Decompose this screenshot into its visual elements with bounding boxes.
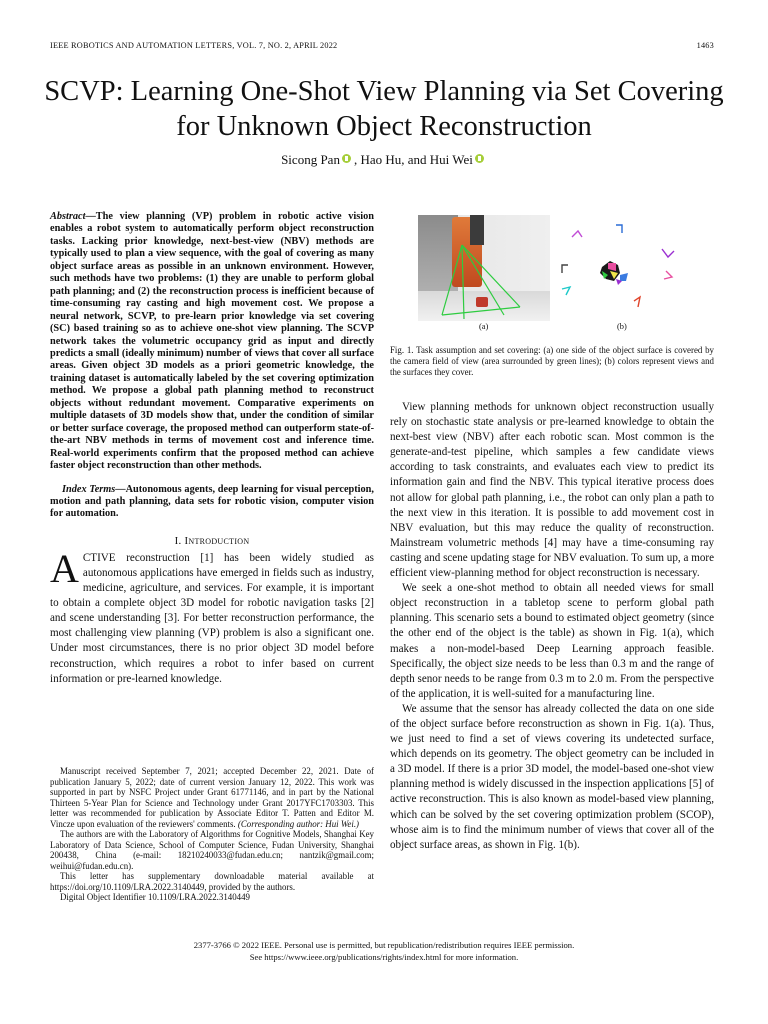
orcid-icon[interactable] (475, 154, 484, 163)
right-paragraph-3: We assume that the sensor has already collected the data on one side of the object surface before reconstruction as shown in Fig. 1(a). Thus, we just need to find a set of views covering its undetected surface, which depends on its geometry. The object geometry can be included in a 3D model. If there is a prior 3D model, the model-based one-shot view planning method is widely discussed in the inspection applications [5] of active reconstruction. This is also known as model-based view planning, which can be solved by the set covering optimization problem (SCOP), whose aim is to find the minimum number of views that cover all of the object surface areas, as shown in Fig. 1(b). (390, 702, 714, 851)
figure-1b-label: (b) (617, 322, 627, 331)
right-paragraph-2: We seek a one-shot method to obtain all needed views for small object reconstruction in a tabletop scene to perform global path planning. This scenario sets a bound to estimated object geometry (since the other end of the object is the table) as shown in Fig. 1(a), which makes a non-model-based Deep Learning approach feasible. Specifically, the object size needs to be less than 0.3 m and the range of depth senor needs to be range from 0.3 m to 2.0 m. From the perspective of the application, it is well-suited for a manufacturing line. (390, 582, 714, 700)
page-number: 1463 (696, 41, 714, 50)
section-title: Introduction (184, 534, 250, 547)
intro-text: CTIVE reconstruction [1] has been widely studied as autonomous applications have emerged in fields such as industry, medicine, agriculture, and services. For example, it is important to obtain a complete object 3D model for robotic navigation tasks [2] and scene understanding [3]. For better reconstruction performance, the most challenging view planning (VP) problem is also a significant one. Under most circumstances, there is no prior object 3D model before reconstruction, which requires a robot to infer based on current information or pre-learned knowledge. (50, 551, 374, 685)
copyright-line-1: 2377-3766 © 2022 IEEE. Personal use is permitted, but republication/redistribution requires IEEE permission. (193, 940, 575, 950)
footnote-manuscript-text: Manuscript received September 7, 2021; accepted December 22, 2021. Date of publication January 5, 2022; date of current version January 12, 2022. This work was supported in part by NSFC Project under Grant 61771146, and in part by the National Thirteen 5-Year Plan for Science and Technology under Grant 2017YFC1703303. This letter was recommended for publication by Associate Editor T. Patten and Editor M. Vincze upon evaluation of the reviewers' comments. (50, 766, 374, 829)
figure-1a-photo (418, 215, 550, 321)
index-terms (50, 484, 374, 521)
copyright-line-2: See https://www.ieee.org/publications/rights/index.html for more information. (249, 951, 519, 962)
intro-paragraph (50, 545, 374, 687)
footnote (50, 766, 374, 903)
paper-title: SCVP: Learning One-Shot View Planning via Set Covering for Unknown Object Reconstruction (44, 76, 724, 142)
right-paragraph-1: View planning methods for unknown object reconstruction usually rely on stochastic state analysis or pre-learned knowledge to obtain the next-best view (NBV) after each robotic scan. Most common is the generate-and-test pipeline, which samples a few candidate views according to task constraints, and evaluates each view to predict its information gain and find the NBV. This typical iterative process does not allow for global path planning, i.e., the robot can only plan a path to the next view in this iteration. It is possible to add movement cost in NBV evaluation, but this may reduce the quality of reconstruction. Mainstream volumetric methods [4] may have a time-consuming ray casting and scene updating stage for NBV evaluation. To sum up, a more efficient view-planning method for object reconstruction is necessary. (390, 401, 714, 580)
left-column (50, 211, 374, 687)
footnote-manuscript (50, 766, 374, 829)
orcid-icon[interactable] (342, 154, 351, 163)
figure-1-caption: Fig. 1. Task assumption and set covering: (a) one side of the object surface is covered by the camera field of view (area surrounded by green lines); (b) colors represent views and the surfaces they cover. (390, 345, 714, 377)
fov-lines (418, 215, 550, 321)
footnote-affiliation: The authors are with the Laboratory of Algorithms for Cognitive Models, Shanghai Key Laboratory of Data Science, School of Computer Science, Fudan University, Shanghai 200438, China (e-mail: 18210240033@fudan.edu.cn; nantzik@gmail.com; weihui@fudan.edu.cn). (50, 829, 374, 871)
author-rest: , Hao Hu, and Hui Wei (353, 152, 473, 167)
figure-1 (390, 211, 714, 331)
drop-cap: A (50, 545, 79, 591)
author-first: Sicong Pan (281, 152, 340, 167)
footnote-supplementary: This letter has supplementary downloadable material available at https://doi.org/10.1109/LRA.2022.3140449, provided by the authors. (50, 871, 374, 892)
corresponding-author: (Corresponding author: Hui Wei.) (235, 818, 359, 829)
index-terms-lead: Index Terms (62, 483, 116, 495)
index-terms-text: —Autonomous agents, deep learning for visual perception, motion and path planning, data sets for robotic vision, computer vision for automation. (50, 483, 374, 520)
abstract (50, 211, 374, 473)
copyright-notice (0, 940, 768, 963)
running-head (50, 41, 714, 50)
figure-1a-label: (a) (479, 322, 489, 331)
figure-1b-views (558, 211, 698, 323)
footnote-doi: Digital Object Identifier 10.1109/LRA.2022.3140449 (60, 892, 250, 902)
author-line (0, 152, 768, 168)
abstract-text: —The view planning (VP) problem in robotic active vision enables a robot system to automatically perform object reconstruction tasks. Lacking prior knowledge, next-best-view (NBV) methods are typically used to plan a view sequence, with the goal of covering as many object surface areas as possible in an unknown environment. However, such methods have two problems: (1) they are unable to perform global path planning; and (2) the reconstruction process is inefficient because of time-consuming ray casting and high movement cost. We propose a neural network, SCVP, to pre-learn prior knowledge via set covering (SC) based training so as to achieve one-shot view planning. The SCVP network takes the volumetric occupancy grid as input and directly predicts a small (ideally minimum) number of views that cover all surface areas. Given object 3D models as a priori geometric knowledge, the training dataset is automatically labeled by the set covering optimization method. We propose a global path planning method to reconstruct objects without redundant movement. Comparative experiments on multiple datasets of 3D models show that, under the condition of similar or better surface coverage, the proposed method can outperform state-of-the-art NBV methods in terms of movement cost and inference time. Real-world experiments confirm that the proposed method can achieve faster object reconstruction than other methods. (50, 211, 374, 472)
section-number: I. (174, 534, 182, 547)
abstract-lead: Abstract (50, 211, 86, 222)
right-column (390, 400, 714, 853)
journal-name: IEEE ROBOTICS AND AUTOMATION LETTERS, VOL. 7, NO. 2, APRIL 2022 (50, 41, 338, 50)
section-heading (50, 535, 374, 547)
